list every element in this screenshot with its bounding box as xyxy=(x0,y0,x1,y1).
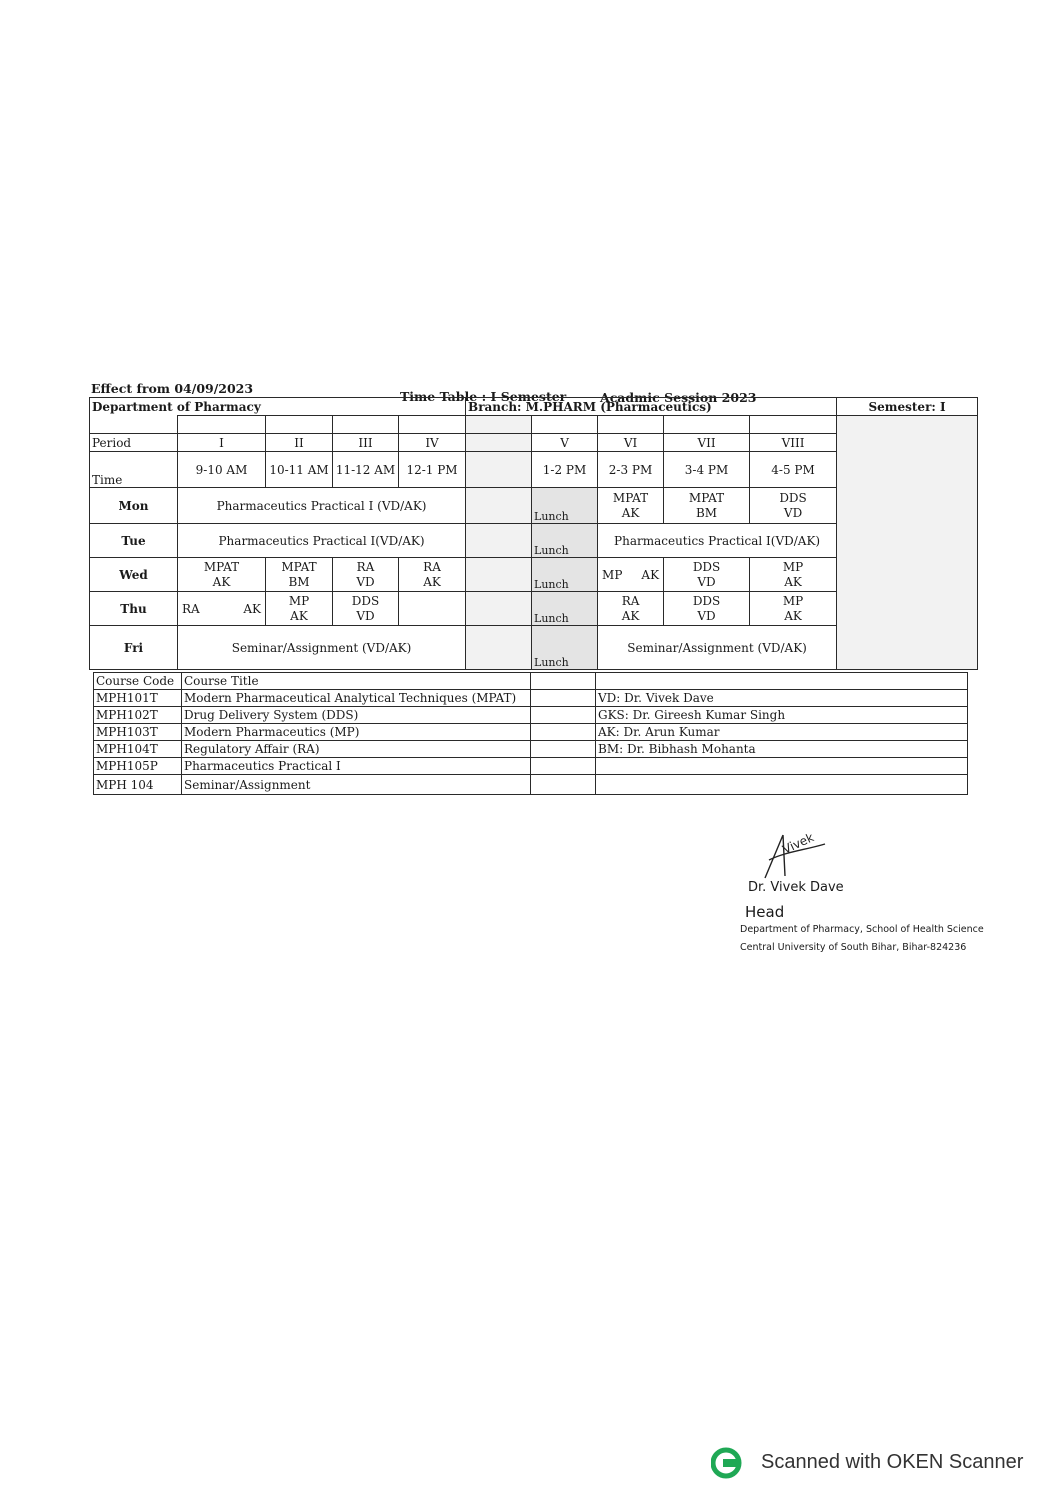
course-code: MPH102T xyxy=(94,707,182,724)
time-2: 10-11 AM xyxy=(266,452,333,488)
svg-text:Vivek: Vivek xyxy=(780,830,816,857)
mon-p7: MPAT BM xyxy=(664,488,750,524)
signatory-university: Central University of South Bihar, Bihar-824236 xyxy=(740,942,967,953)
wed-p6: MP AK xyxy=(598,558,664,592)
course-title: Seminar/Assignment xyxy=(182,775,531,795)
course-row xyxy=(94,775,968,795)
signature-scribble xyxy=(755,830,835,885)
course-title: Pharmaceutics Practical I xyxy=(182,758,531,775)
course-title: Modern Pharmaceutical Analytical Techniques (MPAT) xyxy=(182,690,531,707)
blank-semester-column xyxy=(837,416,978,670)
timetable-grid xyxy=(89,397,978,670)
wed-p3: RA VD xyxy=(333,558,399,592)
lunch-tue: Lunch xyxy=(532,524,598,558)
department-name: Department of Pharmacy xyxy=(90,398,466,416)
course-code: MPH104T xyxy=(94,741,182,758)
timetable-title: Time Table : I Semester xyxy=(400,389,567,404)
day-fri: Fri xyxy=(90,626,178,670)
time-3: 11-12 AM xyxy=(333,452,399,488)
wed-p4: RA AK xyxy=(399,558,466,592)
period-1: I xyxy=(178,434,266,452)
time-label: Time xyxy=(90,452,178,488)
signatory-name: Dr. Vivek Dave xyxy=(748,880,844,895)
lunch-fri: Lunch xyxy=(532,626,598,670)
period-7: VII xyxy=(664,434,750,452)
course-code: MPH103T xyxy=(94,724,182,741)
thu-p8: MP AK xyxy=(750,592,837,626)
course-row xyxy=(94,758,968,775)
thu-p2: MP AK xyxy=(266,592,333,626)
scanner-watermark-text: Scanned with OKEN Scanner xyxy=(761,1451,1024,1473)
signatory-department: Department of Pharmacy, School of Health Science xyxy=(740,924,984,935)
wed-p2: MPAT BM xyxy=(266,558,333,592)
course-title: Regulatory Affair (RA) xyxy=(182,741,531,758)
mon-p6: MPAT AK xyxy=(598,488,664,524)
time-4: 12-1 PM xyxy=(399,452,466,488)
tue-afternoon-slot: Pharmaceutics Practical I(VD/AK) xyxy=(598,524,837,558)
period-5: V xyxy=(532,434,598,452)
oken-scanner-logo-icon xyxy=(711,1447,747,1479)
course-title-header: Course Title xyxy=(182,673,531,690)
wed-p8: MP AK xyxy=(750,558,837,592)
course-row xyxy=(94,690,968,707)
lunch-thu: Lunch xyxy=(532,592,598,626)
course-row xyxy=(94,741,968,758)
header-row-department xyxy=(90,398,978,416)
lunch-wed: Lunch xyxy=(532,558,598,592)
mon-p8: DDS VD xyxy=(750,488,837,524)
course-code: MPH101T xyxy=(94,690,182,707)
day-mon: Mon xyxy=(90,488,178,524)
time-7: 3-4 PM xyxy=(664,452,750,488)
thu-p4 xyxy=(399,592,466,626)
course-title: Drug Delivery System (DDS) xyxy=(182,707,531,724)
time-1: 9-10 AM xyxy=(178,452,266,488)
thu-p1: RA AK xyxy=(178,592,266,626)
day-thu: Thu xyxy=(90,592,178,626)
thu-p6: RA AK xyxy=(598,592,664,626)
course-row xyxy=(94,707,968,724)
course-title: Modern Pharmaceutics (MP) xyxy=(182,724,531,741)
faculty-entry: GKS: Dr. Gireesh Kumar Singh xyxy=(596,707,968,724)
course-table xyxy=(93,672,968,795)
faculty-entry: AK: Dr. Arun Kumar xyxy=(596,724,968,741)
lunch-mon: Lunch xyxy=(532,488,598,524)
tue-morning-slot: Pharmaceutics Practical I(VD/AK) xyxy=(178,524,466,558)
thu-p7: DDS VD xyxy=(664,592,750,626)
period-label: Period xyxy=(90,434,178,452)
mon-morning-slot: Pharmaceutics Practical I (VD/AK) xyxy=(178,488,466,524)
faculty-entry: BM: Dr. Bibhash Mohanta xyxy=(596,741,968,758)
period-8: VIII xyxy=(750,434,837,452)
course-header-row xyxy=(94,673,968,690)
course-code-header: Course Code xyxy=(94,673,182,690)
course-row xyxy=(94,724,968,741)
course-code: MPH105P xyxy=(94,758,182,775)
day-tue: Tue xyxy=(90,524,178,558)
period-6: VI xyxy=(598,434,664,452)
wed-p7: DDS VD xyxy=(664,558,750,592)
effect-from-date: Effect from 04/09/2023 xyxy=(91,381,254,396)
course-code: MPH 104 xyxy=(94,775,182,795)
wed-p1: MPAT AK xyxy=(178,558,266,592)
fri-morning-slot: Seminar/Assignment (VD/AK) xyxy=(178,626,466,670)
branch-name: Branch: M.PHARM (Pharmaceutics) xyxy=(466,398,837,416)
period-2: II xyxy=(266,434,333,452)
time-5: 1-2 PM xyxy=(532,452,598,488)
period-3: III xyxy=(333,434,399,452)
day-wed: Wed xyxy=(90,558,178,592)
signatory-role: Head xyxy=(745,903,785,921)
fri-afternoon-slot: Seminar/Assignment (VD/AK) xyxy=(598,626,837,670)
time-8: 4-5 PM xyxy=(750,452,837,488)
faculty-entry xyxy=(596,758,968,775)
period-4: IV xyxy=(399,434,466,452)
faculty-entry xyxy=(596,775,968,795)
time-6: 2-3 PM xyxy=(598,452,664,488)
spacer-row xyxy=(90,416,978,434)
faculty-entry: VD: Dr. Vivek Dave xyxy=(596,690,968,707)
academic-session: Acadmic Session 2023 xyxy=(600,390,757,405)
thu-p3: DDS VD xyxy=(333,592,399,626)
semester-label: Semester: I xyxy=(837,398,978,416)
